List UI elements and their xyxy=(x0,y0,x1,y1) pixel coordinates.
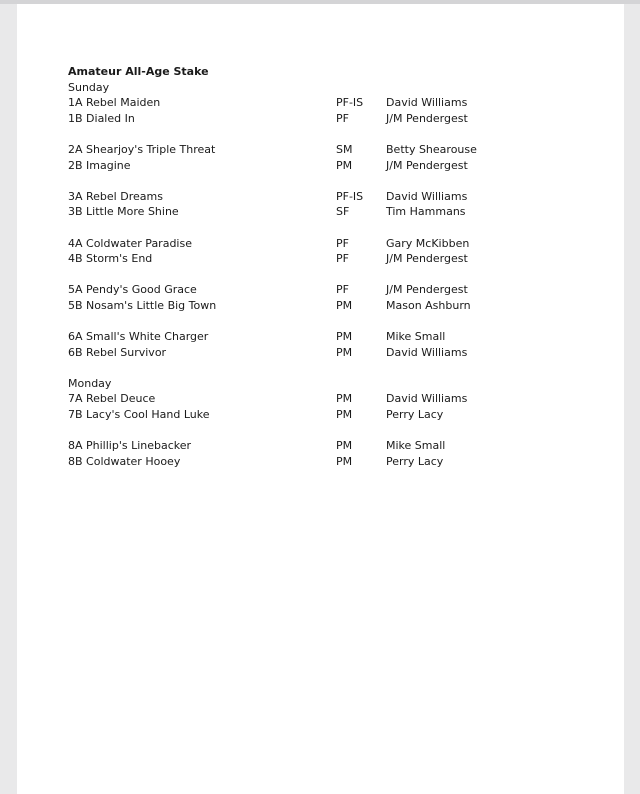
handler-name: David Williams xyxy=(386,345,468,359)
draw-list xyxy=(68,64,588,485)
entry-row xyxy=(68,329,588,345)
entry-row xyxy=(68,204,588,220)
entry-code: PM xyxy=(336,158,353,172)
entry-code: PM xyxy=(336,330,353,344)
entry-row xyxy=(68,438,588,454)
dog-name: 4A Coldwater Paradise xyxy=(68,236,192,250)
brace-group xyxy=(68,329,588,360)
entry-row xyxy=(68,391,588,407)
handler-name: David Williams xyxy=(386,392,468,406)
dog-name: 1B Dialed In xyxy=(68,111,135,125)
dog-name: 3B Little More Shine xyxy=(68,205,179,219)
handler-name: Mike Small xyxy=(386,439,446,453)
entry-code: PM xyxy=(336,408,353,422)
document-title: Amateur All-Age Stake xyxy=(68,65,209,78)
entry-code: SF xyxy=(336,205,350,219)
dog-name: 8B Coldwater Hooey xyxy=(68,454,181,468)
dog-name: 8A Phillip's Linebacker xyxy=(68,439,192,453)
entry-code: PF xyxy=(336,111,349,125)
brace-group xyxy=(68,438,588,469)
entry-code: PF xyxy=(336,252,349,266)
entry-code: PF-IS xyxy=(336,189,364,203)
entry-code: PF xyxy=(336,236,349,250)
handler-name: J/M Pendergest xyxy=(386,283,468,297)
brace-group xyxy=(68,391,588,422)
day-label: Monday xyxy=(68,376,112,390)
entry-code: PM xyxy=(336,454,353,468)
day-section xyxy=(68,80,588,361)
brace-group xyxy=(68,142,588,173)
dog-name: 2B Imagine xyxy=(68,158,131,172)
dog-name: 7B Lacy's Cool Hand Luke xyxy=(68,408,210,422)
handler-name: Tim Hammans xyxy=(386,205,466,219)
entry-code: PM xyxy=(336,392,353,406)
document-page xyxy=(17,4,624,794)
entry-row xyxy=(68,111,588,127)
days-container xyxy=(68,80,588,470)
dog-name: 5A Pendy's Good Grace xyxy=(68,283,197,297)
handler-name: J/M Pendergest xyxy=(386,158,468,172)
dog-name: 1A Rebel Maiden xyxy=(68,96,161,110)
entry-code: PF xyxy=(336,283,349,297)
brace-group xyxy=(68,282,588,313)
entry-row xyxy=(68,189,588,205)
handler-name: Gary McKibben xyxy=(386,236,470,250)
dog-name: 2A Shearjoy's Triple Threat xyxy=(68,142,216,156)
entry-code: PF-IS xyxy=(336,96,364,110)
dog-name: 3A Rebel Dreams xyxy=(68,189,163,203)
entry-row xyxy=(68,158,588,174)
entry-row xyxy=(68,298,588,314)
entry-row xyxy=(68,142,588,158)
entry-row xyxy=(68,282,588,298)
entry-row xyxy=(68,454,588,470)
entry-code: PM xyxy=(336,298,353,312)
entry-row xyxy=(68,345,588,361)
dog-name: 4B Storm's End xyxy=(68,252,153,266)
entry-code: PM xyxy=(336,439,353,453)
day-label: Sunday xyxy=(68,80,110,94)
day-section xyxy=(68,376,588,470)
dog-name: 5B Nosam's Little Big Town xyxy=(68,298,217,312)
entry-row xyxy=(68,95,588,111)
entry-code: SM xyxy=(336,142,353,156)
brace-group xyxy=(68,95,588,126)
handler-name: Mason Ashburn xyxy=(386,298,471,312)
entry-row xyxy=(68,251,588,267)
handler-name: Betty Shearouse xyxy=(386,142,477,156)
dog-name: 7A Rebel Deuce xyxy=(68,392,156,406)
handler-name: J/M Pendergest xyxy=(386,111,468,125)
entry-row xyxy=(68,236,588,252)
dog-name: 6A Small's White Charger xyxy=(68,330,209,344)
handler-name: David Williams xyxy=(386,96,468,110)
brace-group xyxy=(68,189,588,220)
handler-name: Perry Lacy xyxy=(386,408,444,422)
entry-code: PM xyxy=(336,345,353,359)
handler-name: Perry Lacy xyxy=(386,454,444,468)
entry-row xyxy=(68,407,588,423)
dog-name: 6B Rebel Survivor xyxy=(68,345,167,359)
handler-name: J/M Pendergest xyxy=(386,252,468,266)
handler-name: David Williams xyxy=(386,189,468,203)
brace-group xyxy=(68,236,588,267)
handler-name: Mike Small xyxy=(386,330,446,344)
